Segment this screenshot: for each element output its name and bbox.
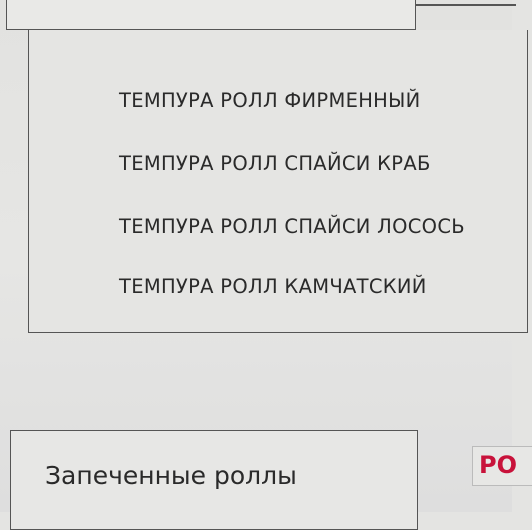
category-tab-next-label: РО bbox=[479, 451, 517, 479]
submenu-item-signature[interactable]: ТЕМПУРА РОЛЛ ФИРМЕННЫЙ bbox=[119, 89, 421, 112]
submenu-list bbox=[28, 30, 528, 333]
tab-divider-line bbox=[416, 4, 516, 6]
category-tab-label: Запеченные роллы bbox=[45, 461, 297, 490]
submenu-item-spicy-salmon[interactable]: ТЕМПУРА РОЛЛ СПАЙСИ ЛОСОСЬ bbox=[119, 215, 465, 238]
submenu-item-spicy-crab[interactable]: ТЕМПУРА РОЛЛ СПАЙСИ КРАБ bbox=[119, 152, 431, 175]
submenu-item-kamchatka[interactable]: ТЕМПУРА РОЛЛ КАМЧАТСКИЙ bbox=[119, 275, 427, 298]
category-tab-baked-rolls[interactable] bbox=[10, 430, 418, 530]
category-tab-tempura-rolls[interactable] bbox=[6, 0, 416, 30]
category-tab-next[interactable] bbox=[472, 446, 532, 486]
